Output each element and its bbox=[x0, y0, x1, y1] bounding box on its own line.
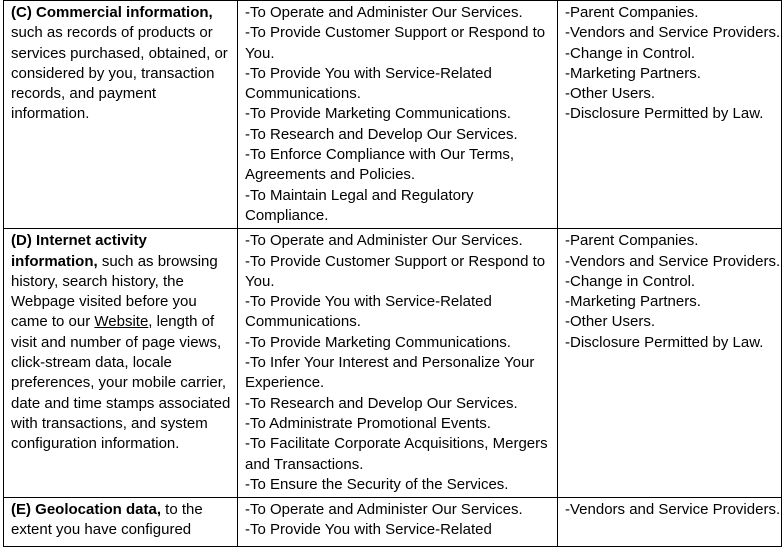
recipient-item: -Other Users. bbox=[565, 313, 656, 331]
table-row bbox=[4, 498, 782, 547]
purpose-item: -To Infer Your Interest and Personalize Your Experience. bbox=[245, 354, 535, 392]
purpose-item: -To Administrate Promotional Events. bbox=[245, 414, 491, 432]
purposes-cell bbox=[238, 229, 558, 498]
recipient-item: -Vendors and Service Providers. bbox=[565, 24, 781, 42]
table-row bbox=[4, 229, 782, 498]
recipient-item: -Marketing Partners. bbox=[565, 293, 701, 311]
recipients-cell bbox=[558, 229, 782, 498]
purpose-item: -To Enforce Compliance with Our Terms, Agreements and Policies. bbox=[245, 146, 514, 184]
purpose-item: -To Provide Customer Support or Respond to You. bbox=[245, 252, 546, 290]
table-row bbox=[4, 1, 782, 229]
purpose-item: -To Maintain Legal and Regulatory Compliance. bbox=[245, 186, 474, 224]
category-cell bbox=[4, 229, 238, 498]
recipient-item: -Other Users. bbox=[565, 85, 656, 103]
purpose-item: -To Research and Develop Our Services. bbox=[245, 125, 518, 143]
category-description: to the extent you have configured bbox=[11, 501, 203, 539]
purpose-item: -To Provide Marketing Communications. bbox=[245, 105, 511, 123]
website-link[interactable]: Website bbox=[94, 313, 149, 331]
recipient-item: -Vendors and Service Providers. bbox=[565, 501, 781, 519]
category-name: (C) Commercial information, bbox=[11, 4, 213, 21]
category-cell bbox=[4, 498, 238, 547]
recipient-item: -Disclosure Permitted by Law. bbox=[565, 105, 764, 123]
recipient-item: -Vendors and Service Providers. bbox=[565, 252, 781, 270]
recipient-item: -Disclosure Permitted by Law. bbox=[565, 333, 764, 351]
purpose-item: -To Research and Develop Our Services. bbox=[245, 394, 518, 412]
purposes-cell bbox=[238, 498, 558, 547]
purpose-item: -To Provide You with Service-Related bbox=[245, 521, 492, 539]
data-categories-table bbox=[3, 0, 782, 547]
purpose-item: -To Ensure the Security of the Services. bbox=[245, 475, 509, 493]
category-cell bbox=[4, 1, 238, 229]
purpose-item: -To Operate and Administer Our Services. bbox=[245, 4, 523, 21]
purpose-item: -To Operate and Administer Our Services. bbox=[245, 232, 523, 250]
purpose-item: -To Provide Marketing Communications. bbox=[245, 333, 511, 351]
category-description: such as records of products or services purchased, obtained, or considered by you, transaction records, and payment information. bbox=[11, 24, 228, 123]
recipient-item: -Parent Companies. bbox=[565, 4, 699, 21]
category-name: (D) Internet activity information, bbox=[11, 232, 147, 270]
recipient-item: -Parent Companies. bbox=[565, 232, 699, 250]
purposes-cell bbox=[238, 1, 558, 229]
category-name: (E) Geolocation data, bbox=[11, 501, 162, 519]
purpose-item: -To Operate and Administer Our Services. bbox=[245, 501, 523, 519]
category-description: such as browsing history, search history, the Webpage visited before you came to our bbox=[11, 252, 218, 331]
recipients-cell bbox=[558, 498, 782, 547]
recipient-item: -Change in Control. bbox=[565, 44, 696, 62]
purpose-item: -To Provide Customer Support or Respond to You. bbox=[245, 24, 546, 62]
purpose-item: -To Provide You with Service-Related Communications. bbox=[245, 64, 492, 103]
recipient-item: -Change in Control. bbox=[565, 272, 696, 290]
recipients-cell bbox=[558, 1, 782, 229]
category-description-continued: , length of visit and number of page views, click-stream data, locale preferences, your mobile carrier, date and time stamps associated with transactions, and system configuration information. bbox=[11, 313, 231, 453]
purpose-item: -To Provide You with Service-Related Communications. bbox=[245, 293, 492, 331]
recipient-item: -Marketing Partners. bbox=[565, 64, 701, 82]
purpose-item: -To Facilitate Corporate Acquisitions, Mergers and Transactions. bbox=[245, 435, 548, 473]
